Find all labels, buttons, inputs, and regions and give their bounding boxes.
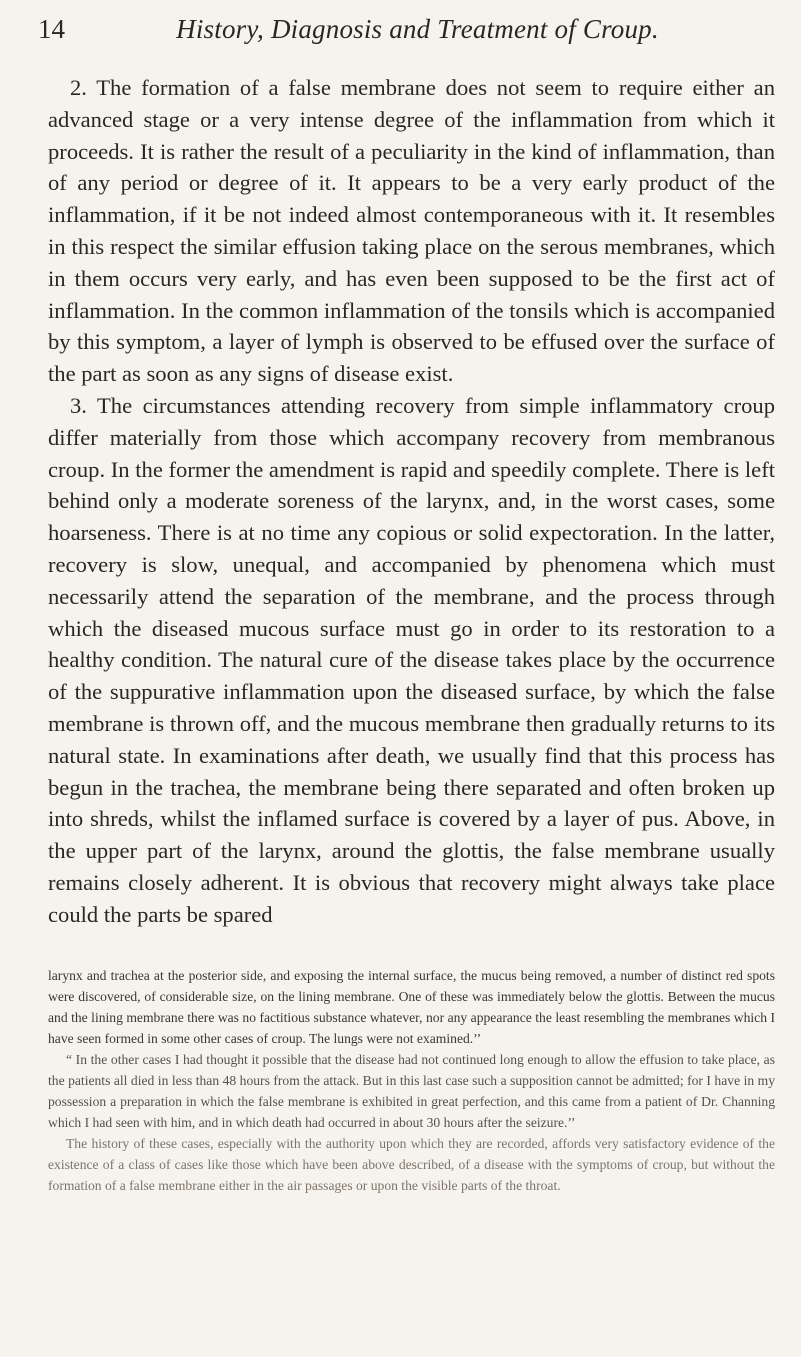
page-number: 14 (38, 14, 65, 44)
running-title: History, Diagnosis and Treatment of Croup. (176, 14, 659, 44)
page-header (38, 0, 775, 60)
paragraph-3: 3. The circumstances attending recovery from simple inflammatory croup differ materially from those which accompany recovery from membranous croup. In the former the amendment is rapid and speedily complete. There is left behind only a moderate soreness of the larynx, and, in the worst cases, some hoarseness. There is at no time any copious or solid expectoration. In the latter, recovery is slow, unequal, and accompanied by phenomena which must necessarily attend the separation of the membrane, and the process through which the diseased mucous surface must go in order to its restoration to a healthy condition. The natural cure of the disease takes place by the occurrence of the suppurative inflammation upon the diseased surface, by which the false membrane is thrown off, and the mucous membrane then gradually returns to its natural state. In examinations after death, we usually find that this process has begun in the trachea, the membrane being there separated and often broken up into shreds, whilst the inflamed surface is covered by a layer of pus. Above, in the upper part of the larynx, around the glottis, the false membrane usually remains closely adherent. It is obvious that recovery might always take place could the parts be spared (48, 392, 775, 927)
footnotes (48, 965, 775, 1196)
paragraph-2: 2. The formation of a false membrane does not seem to require either an advanced stage or a very intense degree of the inflammation from which it proceeds. It is rather the result of a peculiarity in the kind of inflammation, than of any period or degree of it. It appears to be a very early product of the inflammation, if it be not indeed almost contemporaneous with it. It resembles in this respect the similar effusion taking place on the serous membranes, which in them occurs very early, and has even been supposed to be the first act of inflammation. In the common inflammation of the tonsils which is accompanied by this symptom, a layer of lymph is observed to be effused over the surface of the part as soon as any signs of disease exist. (48, 75, 775, 387)
footnote-commentary: The history of these cases, especially with the authority upon which they are recorded, affords very satisfactory evidence of the existence of a class of cases like those which have been above described, of a disease with the symptoms of croup, but without the formation of a false membrane either in the air passages or upon the visible parts of the throat. (48, 1135, 775, 1193)
main-text (48, 72, 775, 931)
footnote-continuation: larynx and trachea at the posterior side, and exposing the internal surface, the mucus being removed, a number of distinct red spots were discovered, of considerable size, on the lining membrane. One of these was immediately below the glottis. Between the mucus and the lining membrane there was no factitious substance whatever, nor any appearance the least resembling the membranes which I have seen formed in some other cases of croup. The lungs were not examined.’’ (48, 967, 775, 1046)
footnote-quote: “ In the other cases I had thought it possible that the disease had not continued long enough to allow the effusion to take place, as the patients all died in less than 48 hours from the attack. But in this last case such a supposition cannot be admitted; for I have in my possession a preparation in which the false membrane is exhibited in great perfection, and this came from a patient of Dr. Channing which I had seen with him, and in which death had occurred in about 30 hours after the seizure.’’ (48, 1051, 775, 1130)
